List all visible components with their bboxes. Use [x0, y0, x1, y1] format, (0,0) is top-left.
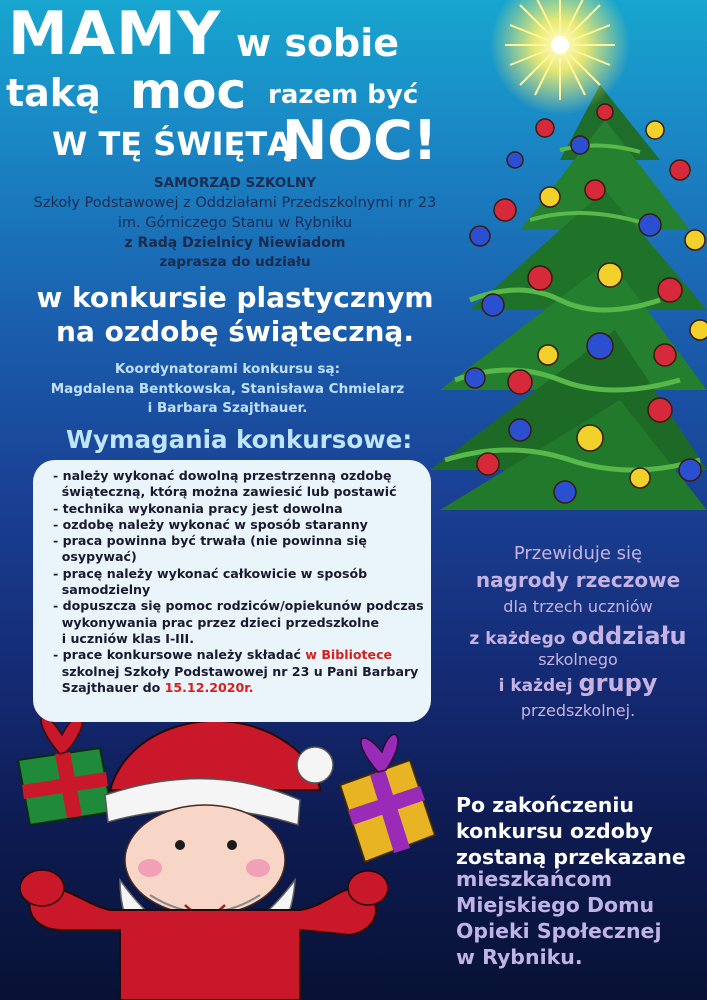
closing-line-1: Po zakończeniu: [456, 793, 634, 817]
prizes-line-1: Przewiduje się: [513, 543, 643, 564]
green-gift-icon: [18, 717, 112, 825]
headline-w-sobie: w sobie: [236, 21, 400, 65]
requirements-list: [53, 468, 428, 696]
prizes-line-6: [448, 671, 707, 695]
requirement-line: świąteczną, którą można zawiesić lub postawić: [53, 484, 397, 500]
headline-razem-byc: razem być: [268, 80, 419, 110]
requirement-line: samodzielny: [53, 582, 151, 598]
library-highlight: w Bibliotece: [305, 647, 393, 663]
requirements-title: Wymagania konkursowe:: [66, 425, 413, 454]
headline-taka: taką: [6, 71, 101, 115]
contest-title-line-1: w konkursie plastycznym: [36, 281, 434, 314]
headline-moc: moc: [130, 62, 247, 120]
closing-line-7: w Rybniku.: [456, 945, 583, 969]
closing-line-6: Opieki Społecznej: [456, 919, 662, 943]
organizer-line-4: z Radą Dzielnicy Niewiadom: [124, 235, 346, 251]
closing-line-2: konkursu ozdoby: [456, 819, 653, 843]
requirement-line: - ozdobę należy wykonać w sposób staranny: [53, 516, 368, 532]
closing-line-4: mieszkańcom: [456, 867, 613, 891]
prizes-line-3: dla trzech uczniów: [503, 597, 653, 616]
contest-title-line-2: na ozdobę świąteczną.: [56, 315, 414, 348]
prizes-line-2: nagrody rzeczowe: [475, 568, 681, 592]
organizer-line-1: SAMORZĄD SZKOLNY: [153, 175, 317, 191]
closing-line-5: Miejskiego Domu: [456, 893, 655, 917]
prizes-line-6a: i każdej: [498, 676, 579, 696]
prizes-line-4b: oddziału: [571, 622, 687, 650]
requirement-line: - dopuszcza się pomoc rodziców/opiekunów podczas: [53, 598, 424, 614]
prizes-line-4: [448, 624, 707, 648]
requirement-line: - technika wykonania pracy jest dowolna: [53, 500, 343, 516]
requirements-box: [33, 460, 431, 722]
headline-w-te-swieta: W TĘ ŚWIĘTĄ: [52, 125, 292, 163]
requirement-line: - praca powinna być trwała (nie powinna się: [53, 533, 367, 549]
closing-line-3: zostaną przekazane: [456, 845, 686, 869]
requirement-line: - pracę należy wykonać całkowicie w sposób: [53, 565, 368, 581]
requirement-line-submission-2: szkolnej Szkoły Podstawowej nr 23 u Pani Barbary: [53, 663, 419, 679]
deadline-highlight: 15.12.2020r.: [164, 679, 254, 695]
requirement-line: osypywać): [53, 549, 137, 565]
gold-gift-icon: [340, 734, 435, 862]
coordinators-line-1: Koordynatorami konkursu są:: [114, 361, 341, 377]
organizer-line-3: im. Górniczego Stanu w Rybniku: [117, 215, 353, 231]
organizer-line-5: zaprasza do udziału: [159, 254, 311, 270]
headline-mamy: MAMY: [8, 0, 222, 69]
prizes-line-5: szkolnego: [538, 650, 618, 669]
requirement-line: i uczniów klas I-III.: [53, 630, 195, 646]
headline-noc: NOC!: [282, 109, 438, 172]
coordinators-line-2: Magdalena Bentkowska, Stanisława Chmielarz: [50, 381, 405, 397]
requirement-line: wykonywania prac przez dzieci przedszkolne: [53, 614, 379, 630]
organizer-line-2: Szkoły Podstawowej z Oddziałami Przedszkolnymi nr 23: [33, 195, 437, 211]
requirement-line: - należy wykonać dowolną przestrzenną ozdobę: [53, 468, 392, 483]
prizes-line-6b: grupy: [578, 669, 658, 697]
prizes-line-4a: z każdego: [469, 629, 572, 649]
submission-text-1: - prace konkursowe należy składać: [53, 647, 306, 663]
requirement-line-submission: [53, 647, 428, 663]
requirement-line-deadline: [53, 680, 428, 696]
coordinators-line-3: i Barbara Szajthauer.: [147, 400, 308, 416]
prizes-line-7: przedszkolnej.: [520, 701, 636, 720]
submission-text-3: Szajthauer do: [53, 679, 165, 695]
